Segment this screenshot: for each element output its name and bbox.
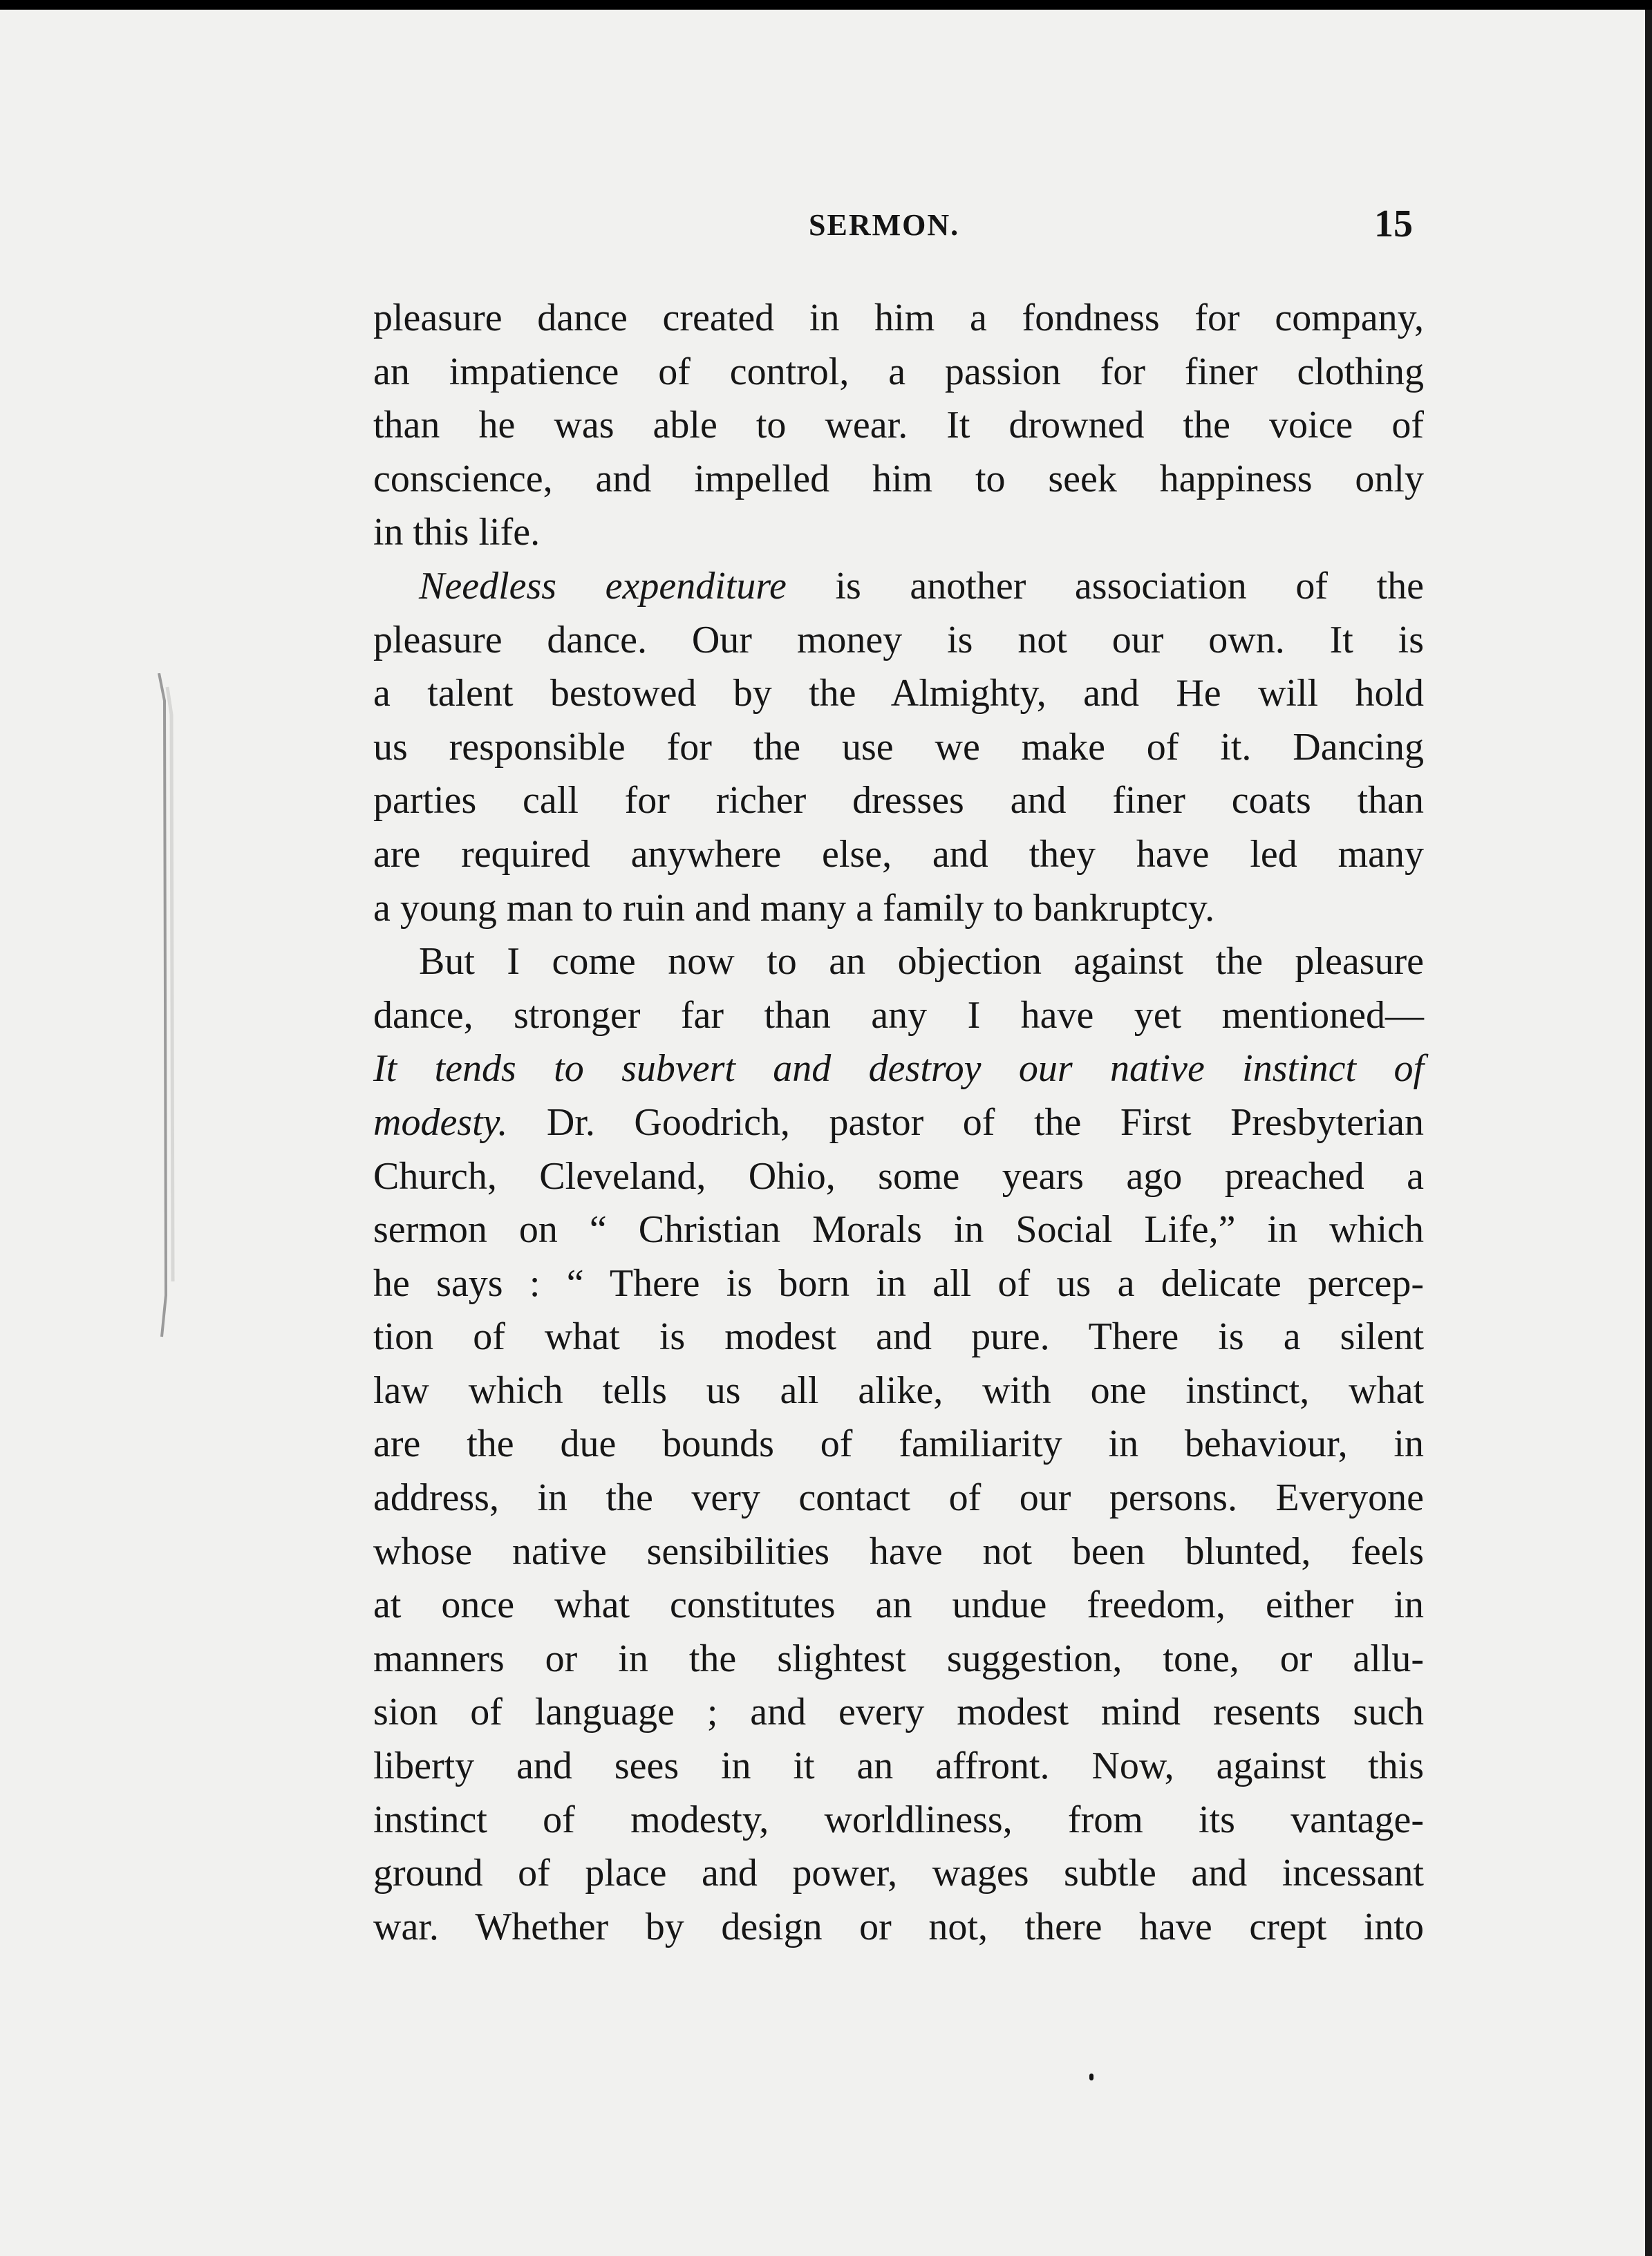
text-run: in this life. [373,511,541,554]
text-line [373,399,1424,453]
text-line [373,667,1424,721]
text-run: Dr. Goodrich, pastor of the First Presbyterian [507,1100,1424,1144]
body-text [373,292,1424,1954]
running-title: SERMON. [809,208,960,242]
text-run: pleasure dance. Our money is not our own. It is [373,618,1424,661]
text-line [373,614,1424,668]
text-line [373,1042,1424,1096]
text-run: law which tells us all alike, with one instinct, what [373,1369,1424,1412]
text-run: he says : “ There is born in all of us a delicate percep- [373,1261,1424,1305]
text-run: than he was able to wear. It drowned the voice of [373,404,1424,447]
text-run: are the due bounds of familiarity in behaviour, in [373,1422,1424,1466]
text-line [373,506,1424,560]
text-line [373,292,1424,346]
text-line [373,1364,1424,1418]
text-line [373,1150,1424,1204]
text-line [373,560,1424,614]
text-line [373,1472,1424,1525]
text-line [373,1525,1424,1579]
text-line [373,1740,1424,1794]
text-line [373,1203,1424,1257]
text-line [373,1633,1424,1686]
text-run: a young man to ruin and many a family to bankruptcy. [373,886,1215,930]
text-run: is another association of the [786,564,1424,608]
text-line [373,346,1424,400]
text-line [373,453,1424,507]
text-line [373,1257,1424,1311]
text-run: Church, Cleveland, Ohio, some years ago preached a [373,1154,1424,1198]
text-line [373,774,1424,828]
page-header [0,203,1652,263]
text-line [373,1794,1424,1848]
paper-crease-mark [155,673,182,1364]
text-run: sermon on “ Christian Morals in Social Life,” in which [373,1208,1424,1252]
text-run: us responsible for the use we make of it. Dancing [373,725,1424,769]
text-line [373,882,1424,936]
italic-phrase: Needless expenditure [419,564,787,608]
text-line [373,1096,1424,1150]
page-edge-shadow [1645,10,1652,2256]
text-run: whose native sensibilities have not been blunted, feels [373,1530,1424,1573]
text-run: tion of what is modest and pure. There is a silent [373,1315,1424,1359]
text-line [373,1686,1424,1740]
text-line [373,721,1424,775]
text-run: manners or in the slightest suggestion, tone, or allu- [373,1637,1424,1680]
italic-phrase: modesty. [373,1100,508,1144]
text-run: an impatience of control, a passion for finer clothing [373,350,1424,393]
ink-speck [1089,2074,1093,2080]
text-run: instinct of modesty, worldliness, from its vantage- [373,1798,1424,1841]
text-run: parties call for richer dresses and finer coats than [373,779,1424,822]
text-run: a talent bestowed by the Almighty, and He will hold [373,672,1424,715]
book-page [0,10,1652,2256]
page-number: 15 [1374,203,1413,245]
text-line [373,1310,1424,1364]
text-run: conscience, and impelled him to seek happiness only [373,457,1424,500]
text-line [373,989,1424,1043]
italic-phrase: It tends to subvert and destroy our native instinct of [373,1047,1424,1091]
text-run: sion of language ; and every modest mind resents such [373,1691,1424,1734]
text-run: address, in the very contact of our persons. Everyone [373,1476,1424,1520]
text-run: dance, stronger far than any I have yet mentioned— [373,993,1424,1037]
text-line [373,828,1424,882]
text-run: liberty and sees in it an affront. Now, against this [373,1745,1424,1788]
text-run: But I come now to an objection against the pleasure [419,940,1424,984]
text-line [373,935,1424,989]
text-line [373,1418,1424,1472]
text-run: are required anywhere else, and they have led many [373,832,1424,876]
text-run: war. Whether by design or not, there have crept into [373,1905,1424,1948]
text-line [373,1847,1424,1901]
text-run: at once what constitutes an undue freedom, either in [373,1583,1424,1627]
text-line [373,1579,1424,1633]
text-line [373,1901,1424,1955]
text-run: pleasure dance created in him a fondness for company, [373,297,1424,339]
text-run: ground of place and power, wages subtle and incessant [373,1852,1424,1895]
